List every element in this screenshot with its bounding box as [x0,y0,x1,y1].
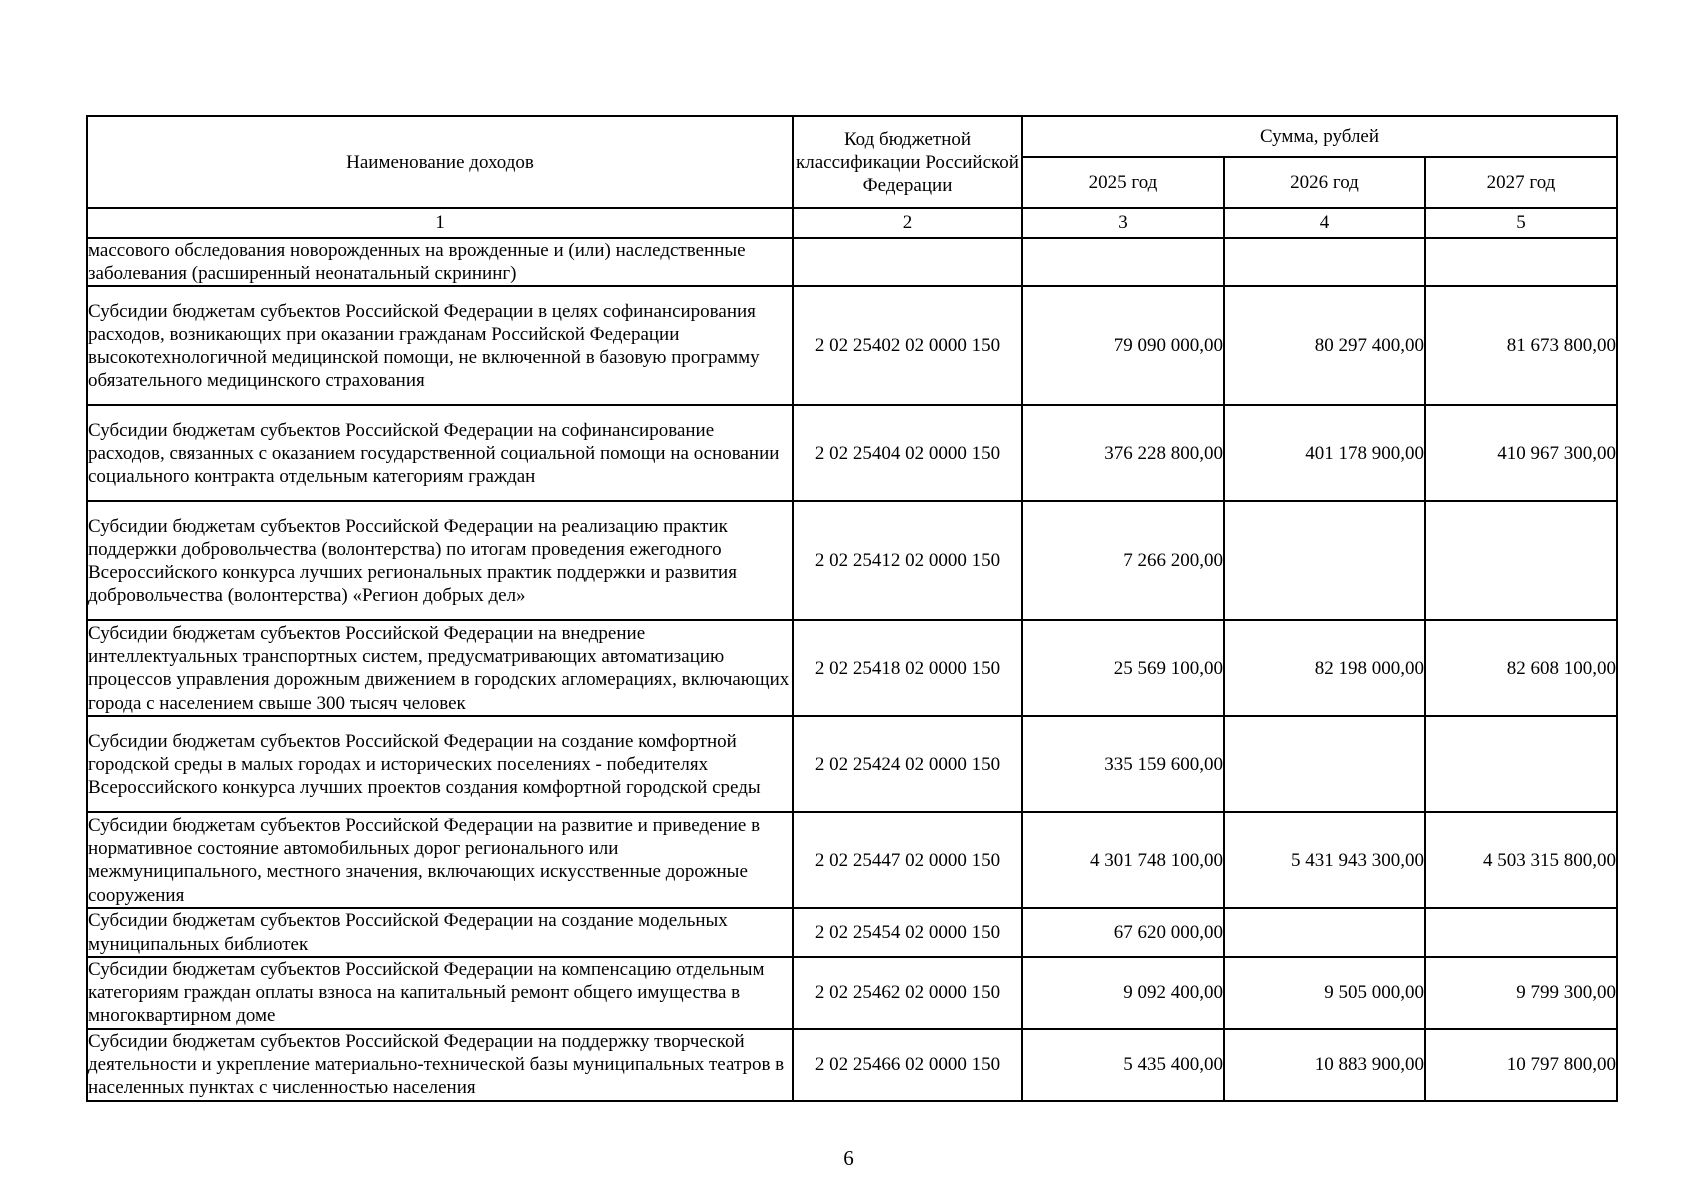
budget-code-cell: 2 02 25466 02 0000 150 [793,1029,1022,1101]
amount-2027-cell: 4 503 315 800,00 [1425,812,1617,908]
amount-2025-cell: 7 266 200,00 [1022,501,1224,620]
amount-2025-cell: 335 159 600,00 [1022,716,1224,812]
table-row [87,1029,1617,1101]
header-row-top [87,116,1617,157]
amount-2027-cell: 81 673 800,00 [1425,286,1617,405]
header-year-2027: 2027 год [1425,157,1617,208]
header-year-2025: 2025 год [1022,157,1224,208]
amount-2025-cell: 9 092 400,00 [1022,957,1224,1029]
revenue-name-cell: Субсидии бюджетам субъектов Российской Федерации на создание модельных муниципальных библиотек [87,908,793,956]
amount-2025-cell: 79 090 000,00 [1022,286,1224,405]
revenue-table [86,115,1618,1102]
amount-2025-cell: 25 569 100,00 [1022,620,1224,716]
amount-2025-cell: 67 620 000,00 [1022,908,1224,956]
table-row [87,908,1617,956]
column-number: 4 [1224,208,1425,238]
amount-2026-cell: 10 883 900,00 [1224,1029,1425,1101]
amount-2025-cell [1022,238,1224,286]
amount-2027-cell: 10 797 800,00 [1425,1029,1617,1101]
amount-2025-cell: 5 435 400,00 [1022,1029,1224,1101]
amount-2027-cell [1425,501,1617,620]
table-row [87,957,1617,1029]
revenue-name-cell: массового обследования новорожденных на врожденные и (или) наследственные заболевания (расширенный неонатальный скрининг) [87,238,793,286]
column-number: 1 [87,208,793,238]
budget-code-cell: 2 02 25418 02 0000 150 [793,620,1022,716]
budget-code-cell: 2 02 25404 02 0000 150 [793,405,1022,501]
amount-2027-cell [1425,908,1617,956]
amount-2026-cell: 82 198 000,00 [1224,620,1425,716]
amount-2025-cell: 4 301 748 100,00 [1022,812,1224,908]
budget-code-cell [793,238,1022,286]
budget-code-cell: 2 02 25462 02 0000 150 [793,957,1022,1029]
amount-2025-cell: 376 228 800,00 [1022,405,1224,501]
header-revenue-name: Наименование доходов [87,116,793,208]
budget-code-cell: 2 02 25412 02 0000 150 [793,501,1022,620]
amount-2026-cell: 80 297 400,00 [1224,286,1425,405]
revenue-name-cell: Субсидии бюджетам субъектов Российской Федерации на софинансирование расходов, связанных с оказанием государственной социальной помощи на основании социального контракта отдельным категориям граждан [87,405,793,501]
amount-2027-cell: 9 799 300,00 [1425,957,1617,1029]
amount-2027-cell [1425,716,1617,812]
column-number: 5 [1425,208,1617,238]
table-row [87,501,1617,620]
revenue-name-cell: Субсидии бюджетам субъектов Российской Федерации в целях софинансирования расходов, возникающих при оказании гражданам Российской Федерации высокотехнологичной медицинской помощи, не включенной в базовую программу обязательного медицинского страхования [87,286,793,405]
table-row [87,286,1617,405]
amount-2026-cell [1224,501,1425,620]
column-number: 3 [1022,208,1224,238]
table-row [87,238,1617,286]
budget-code-cell: 2 02 25424 02 0000 150 [793,716,1022,812]
budget-code-cell: 2 02 25447 02 0000 150 [793,812,1022,908]
amount-2027-cell [1425,238,1617,286]
revenue-name-cell: Субсидии бюджетам субъектов Российской Федерации на внедрение интеллектуальных транспортных систем, предусматривающих автоматизацию процессов управления дорожным движением в городских агломерациях, включающих города с населением свыше 300 тысяч человек [87,620,793,716]
budget-code-cell: 2 02 25454 02 0000 150 [793,908,1022,956]
page-number: 6 [843,1146,854,1170]
header-year-2026: 2026 год [1224,157,1425,208]
table-row [87,405,1617,501]
revenue-name-cell: Субсидии бюджетам субъектов Российской Федерации на реализацию практик поддержки добровольчества (волонтерства) по итогам проведения ежегодного Всероссийского конкурса лучших региональных практик поддержки и развития добровольчества (волонтерства) «Регион добрых дел» [87,501,793,620]
revenue-name-cell: Субсидии бюджетам субъектов Российской Федерации на компенсацию отдельным категориям граждан оплаты взноса на капитальный ремонт общего имущества в многоквартирном доме [87,957,793,1029]
amount-2026-cell [1224,716,1425,812]
amount-2026-cell [1224,908,1425,956]
amount-2026-cell: 5 431 943 300,00 [1224,812,1425,908]
column-number: 2 [793,208,1022,238]
table-row [87,620,1617,716]
revenue-name-cell: Субсидии бюджетам субъектов Российской Федерации на создание комфортной городской среды в малых городах и исторических поселениях - победителях Всероссийского конкурса лучших проектов создания комфортной городской среды [87,716,793,812]
header-amount-rubles: Сумма, рублей [1022,116,1617,157]
amount-2026-cell: 9 505 000,00 [1224,957,1425,1029]
amount-2027-cell: 410 967 300,00 [1425,405,1617,501]
header-budget-code: Код бюджетной классификации Российской Федерации [793,116,1022,208]
revenue-name-cell: Субсидии бюджетам субъектов Российской Федерации на развитие и приведение в нормативное состояние автомобильных дорог регионального или межмуниципального, местного значения, включающих искусственные дорожные сооружения [87,812,793,908]
column-number-row [87,208,1617,238]
table-row [87,812,1617,908]
budget-code-cell: 2 02 25402 02 0000 150 [793,286,1022,405]
table-row [87,716,1617,812]
revenue-name-cell: Субсидии бюджетам субъектов Российской Федерации на поддержку творческой деятельности и укрепление материально-технической базы муниципальных театров в населенных пунктах с численностью населения [87,1029,793,1101]
amount-2027-cell: 82 608 100,00 [1425,620,1617,716]
amount-2026-cell: 401 178 900,00 [1224,405,1425,501]
amount-2026-cell [1224,238,1425,286]
